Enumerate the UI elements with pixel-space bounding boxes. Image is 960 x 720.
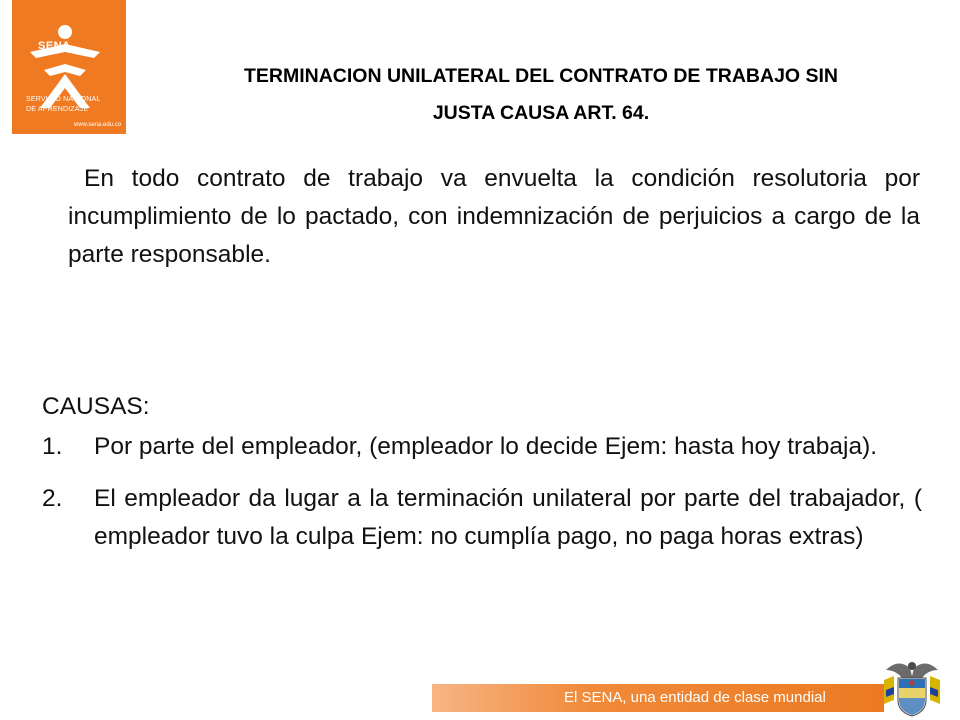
title-line-2: JUSTA CAUSA ART. 64. [432,102,650,124]
title-line-1: TERMINACION UNILATERAL DEL CONTRATO DE TRABAJO SIN [243,65,839,87]
cause-number: 1. [42,433,63,460]
coat-of-arms-icon [880,656,944,720]
cause-item [42,428,922,466]
sena-logo-subtitle-2: DE APRENDIZAJE [26,106,89,113]
sena-logo [12,0,126,134]
intro-paragraph: En todo contrato de trabajo va envuelta la condición resolutoria por incumplimiento de lo pactado, con indemnización de perjuicios a cargo de la parte responsable. [68,165,920,268]
footer-tagline: El SENA, una entidad de clase mundial [564,689,826,706]
cause-number: 2. [42,485,63,512]
causes-heading: CAUSAS: [42,393,150,420]
page-title [136,58,946,132]
cause-text: El empleador da lugar a la terminación unilateral por parte del trabajador, ( empleador tuvo la culpa Ejem: no cumplía pago, no paga horas extras) [94,485,922,550]
footer-banner [432,684,884,712]
sena-logo-word: SENA [38,40,71,52]
causes-list [42,428,922,570]
cause-item [42,480,922,556]
cause-text: Por parte del empleador, (empleador lo decide Ejem: hasta hoy trabaja). [94,433,878,460]
sena-logo-subtitle-1: SERVICIO NACIONAL [26,96,101,103]
sena-logo-url: www.sena.edu.co [74,122,122,128]
